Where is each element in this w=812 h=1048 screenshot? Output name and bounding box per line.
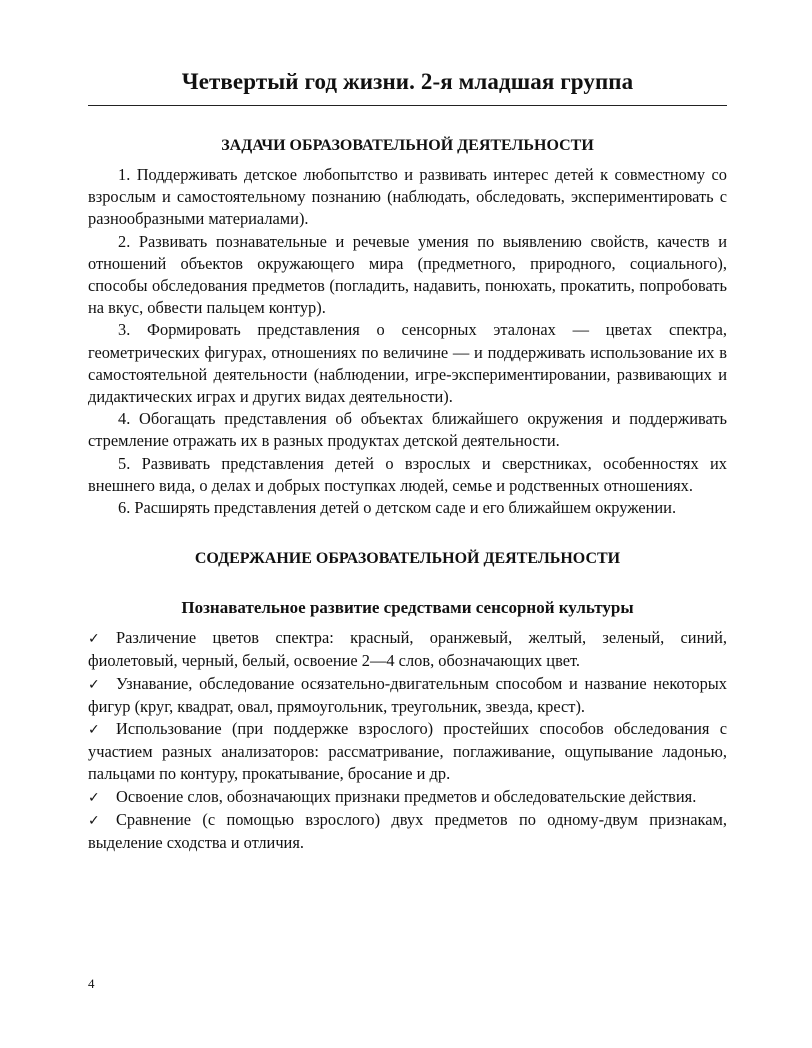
header-rule <box>88 105 727 106</box>
content-subtitle: Познавательное развитие средствами сенсорной культуры <box>181 598 634 618</box>
task-item: 1. Поддерживать детское любопытство и развивать интерес детей к совместному со взрослым и самостоятельному познанию (наблюдать, обследовать, экспериментировать с разнообразными материалами). <box>88 165 727 229</box>
content-section-title: СОДЕРЖАНИЕ ОБРАЗОВАТЕЛЬНОЙ ДЕЯТЕЛЬНОСТИ <box>194 550 621 568</box>
content-checklist <box>88 627 727 854</box>
list-item-text: Использование (при поддержке взрослого) простейших способов обследования с участием разных анализаторов: рассматривание, поглаживание, ощупывание ладонью, пальцами по контуру, прокатывание, бросание и др. <box>88 719 727 784</box>
list-item <box>88 673 727 718</box>
checkmark-icon: ✓ <box>88 676 100 693</box>
list-item <box>88 809 727 854</box>
task-item: 5. Развивать представления детей о взрослых и сверстниках, особенностях их внешнего вида, о делах и добрых поступках людей, семье и родственных отношениях. <box>88 453 727 495</box>
checkmark-icon: ✓ <box>88 812 100 829</box>
page-number: 4 <box>88 976 95 991</box>
task-item: 4. Обогащать представления об объектах ближайшего окружения и поддерживать стремление отражать их в разных продуктах детской деятельности. <box>88 409 727 451</box>
list-item-text: Различение цветов спектра: красный, оранжевый, желтый, зеленый, синий, фиолетовый, черный, белый, освоение 2—4 слов, обозначающих цвет. <box>88 628 727 671</box>
checkmark-icon: ✓ <box>88 631 100 648</box>
tasks-section-title: ЗАДАЧИ ОБРАЗОВАТЕЛЬНОЙ ДЕЯТЕЛЬНОСТИ <box>221 137 594 154</box>
list-item <box>88 786 727 809</box>
task-item: 3. Формировать представления о сенсорных эталонах — цветах спектра, геометрических фигурах, отношениях по величине — и поддерживать использование их в самостоятельной деятельности (наблюдении, игре-экспериментировании, развивающих и дидактических играх и других видах деятельности). <box>88 320 727 407</box>
running-head: Четвертый год жизни. 2-я младшая группа <box>181 69 634 94</box>
list-item-text: Освоение слов, обозначающих признаки предметов и обследовательские действия. <box>116 786 697 806</box>
list-item <box>88 627 727 672</box>
task-item: 6. Расширять представления детей о детском саде и его ближайшем окружении. <box>118 498 677 518</box>
list-item-text: Сравнение (с помощью взрослого) двух предметов по одному-двум признакам, выделение сходства и отличия. <box>88 809 727 853</box>
page <box>88 0 727 854</box>
list-item <box>88 718 727 786</box>
task-item: 2. Развивать познавательные и речевые умения по выявлению свойств, качеств и отношений объектов окружающего мира (предметного, природного, социального), способы обследования предметов (погладить, надавить, понюхать, прокатить, попробовать на вкус, обвести пальцем контур). <box>88 231 727 318</box>
checkmark-icon: ✓ <box>88 722 100 739</box>
checkmark-icon: ✓ <box>88 789 100 806</box>
tasks-list <box>88 164 727 519</box>
list-item-text: Узнавание, обследование осязательно-двигательным способом и название некоторых фигур (круг, квадрат, овал, прямоугольник, треугольник, звезда, крест). <box>88 673 727 716</box>
